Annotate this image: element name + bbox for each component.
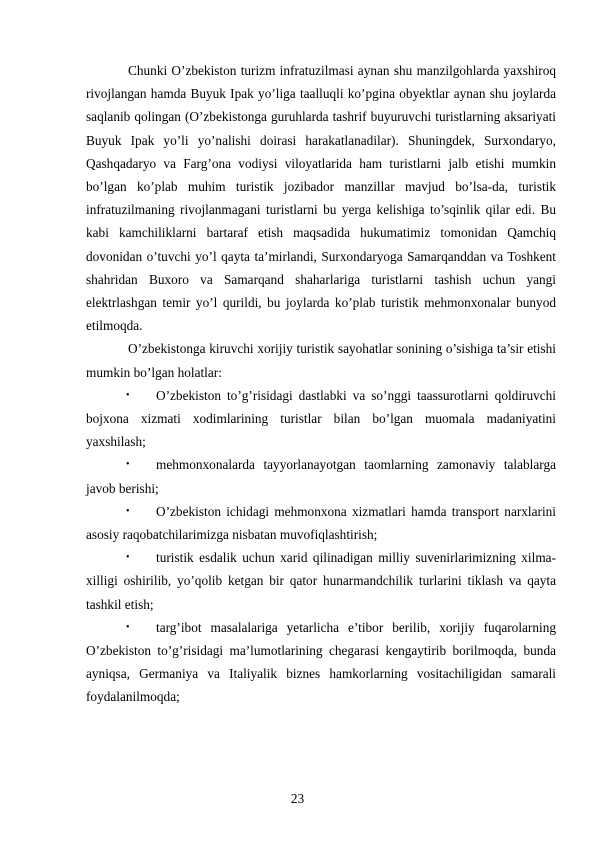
document-page [86, 59, 556, 709]
list-item [86, 616, 556, 709]
list-item-text: O’zbekiston ichidagi mehmonxona xizmatlari hamda transport narxlarini asosiy raqobatchilarimizga nisbatan muvofiqlashtirish; [86, 503, 556, 543]
page-number: 23 [290, 791, 305, 806]
list-item [86, 453, 556, 499]
list-item [86, 500, 556, 546]
body-paragraph: O’zbekistonga kiruvchi xorijiy turistik sayohatlar sonining o’sishiga ta’sir etishi mumkin bo’lgan holatlar: [86, 341, 556, 380]
bullet-icon: • [126, 459, 130, 471]
bullet-icon: • [126, 552, 130, 564]
bullet-icon: • [126, 389, 130, 401]
list-item [86, 546, 556, 616]
list-item-text: mehmonxonalarda tayyorlanayotgan taomlarning zamonaviy talablarga javob berishi; [86, 457, 556, 496]
body-paragraph: Chunki O’zbekiston turizm infratuzilmasi aynan shu manzilgohlarda yaxshiroq rivojlangan hamda Buyuk Ipak yo’liga taalluqli ko’pgina obyektlar aynan shu joylarda saqlanib qolingan (O’zbekistonga guruhlarda tashrif buyuruvchi turistlarning aksariyati Buyuk Ipak yo’li yo’nalishi doirasi harakatlanadilar). Shuningdek, Surxondaryo, Qashqadaryo va Farg’ona vodiysi viloyatlarida ham turistlarni jalb etishi mumkin bo’lgan ko’plab muhim turistik jozibador manzillar mavjud bo’lsa-da, turistik infratuzilmaning rivojlanmagani turistlarni bu yerga kelishiga to’sqinlik qilar edi. Bu kabi kamchiliklarni bartaraf etish maqsadida hukumatimiz tomonidan Qamchiq dovonidan o’tuvchi yo’l qayta ta’mirlandi, Surxondaryoga Samarqanddan va Toshkent shahridan Buxoro va Samarqand shaharlariga turistlarni tashish uchun yangi elektrlashgan temir yo’l qurildi, bu joylarda ko’plab turistik mehmonxonalar bunyod etilmoqda. [86, 63, 556, 334]
list-item-text: O’zbekiston to’g’risidagi dastlabki va so’nggi taassurotlarni qoldiruvchi bojxona xizmati xodimlarining turistlar bilan bo’lgan muomala madaniyatini yaxshilash; [86, 387, 556, 450]
bullet-list [86, 384, 556, 709]
list-item [86, 384, 556, 454]
list-item-text: targ’ibot masalalariga yetarlicha e’tibor berilib, xorijiy fuqarolarning O’zbekiston to’g’risidagi ma’lumotlarining chegarasi kengaytirib borilmoqda, bunda ayniqsa, Germaniya va Italiyalik biznes hamkorlarning vositachiligidan samarali foydalanilmoqda; [86, 619, 556, 705]
list-item-text: turistik esdalik uchun xarid qilinadigan milliy suvenirlarimizning xilma-xilligi oshirilib, yo’qolib ketgan bir qator hunarmandchilik turlarini tiklash va qayta tashkil etish; [86, 550, 556, 612]
bullet-icon: • [126, 621, 130, 633]
bullet-icon: • [126, 505, 130, 517]
